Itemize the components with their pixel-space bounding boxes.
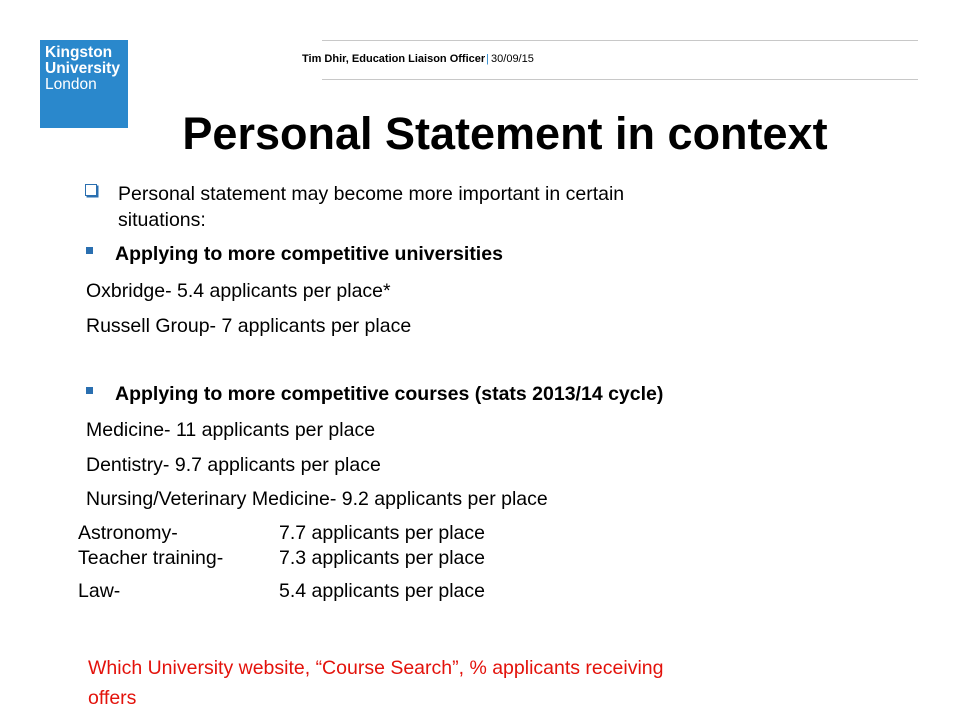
logo-line-1: Kingston: [45, 44, 113, 61]
hollow-square-bullet-icon: [85, 184, 97, 196]
section1-line: Russell Group- 7 applicants per place: [86, 315, 412, 337]
table-subject: Teacher training-: [78, 547, 224, 569]
table-stat: 7.3 applicants per place: [279, 547, 485, 569]
section2-line: Dentistry- 9.7 applicants per place: [86, 454, 381, 476]
section2-line: Nursing/Veterinary Medicine- 9.2 applicants per place: [86, 488, 548, 510]
header-separator: |: [486, 53, 490, 65]
table-subject: Law-: [78, 580, 121, 602]
square-bullet-icon: [86, 387, 93, 394]
section2-line: Medicine- 11 applicants per place: [86, 419, 376, 441]
section1-heading: Applying to more competitive universities: [115, 243, 503, 265]
logo-line-2: University: [45, 60, 120, 77]
table-stat: 5.4 applicants per place: [279, 580, 485, 602]
section1-line: Oxbridge- 5.4 applicants per place*: [86, 280, 391, 302]
header-date: 30/09/15: [491, 53, 534, 65]
slide-title: Personal Statement in context: [182, 108, 828, 159]
header-rule-bottom: [322, 79, 918, 80]
header-rule-top: [322, 40, 918, 41]
table-subject: Astronomy-: [78, 522, 178, 544]
logo-line-3: London: [45, 76, 97, 93]
source-note-line-2: offers: [88, 687, 137, 709]
section2-heading: Applying to more competitive courses (stats 2013/14 cycle): [115, 383, 664, 405]
table-stat: 7.7 applicants per place: [279, 522, 485, 544]
header-author: Tim Dhir, Education Liaison Officer: [302, 53, 486, 65]
square-bullet-icon: [86, 247, 93, 254]
slide-header: [302, 53, 534, 65]
intro-line-1: Personal statement may become more important in certain: [118, 183, 625, 205]
intro-line-2: situations:: [118, 209, 206, 231]
source-note-line-1: Which University website, “Course Search”, % applicants receiving: [88, 657, 664, 679]
